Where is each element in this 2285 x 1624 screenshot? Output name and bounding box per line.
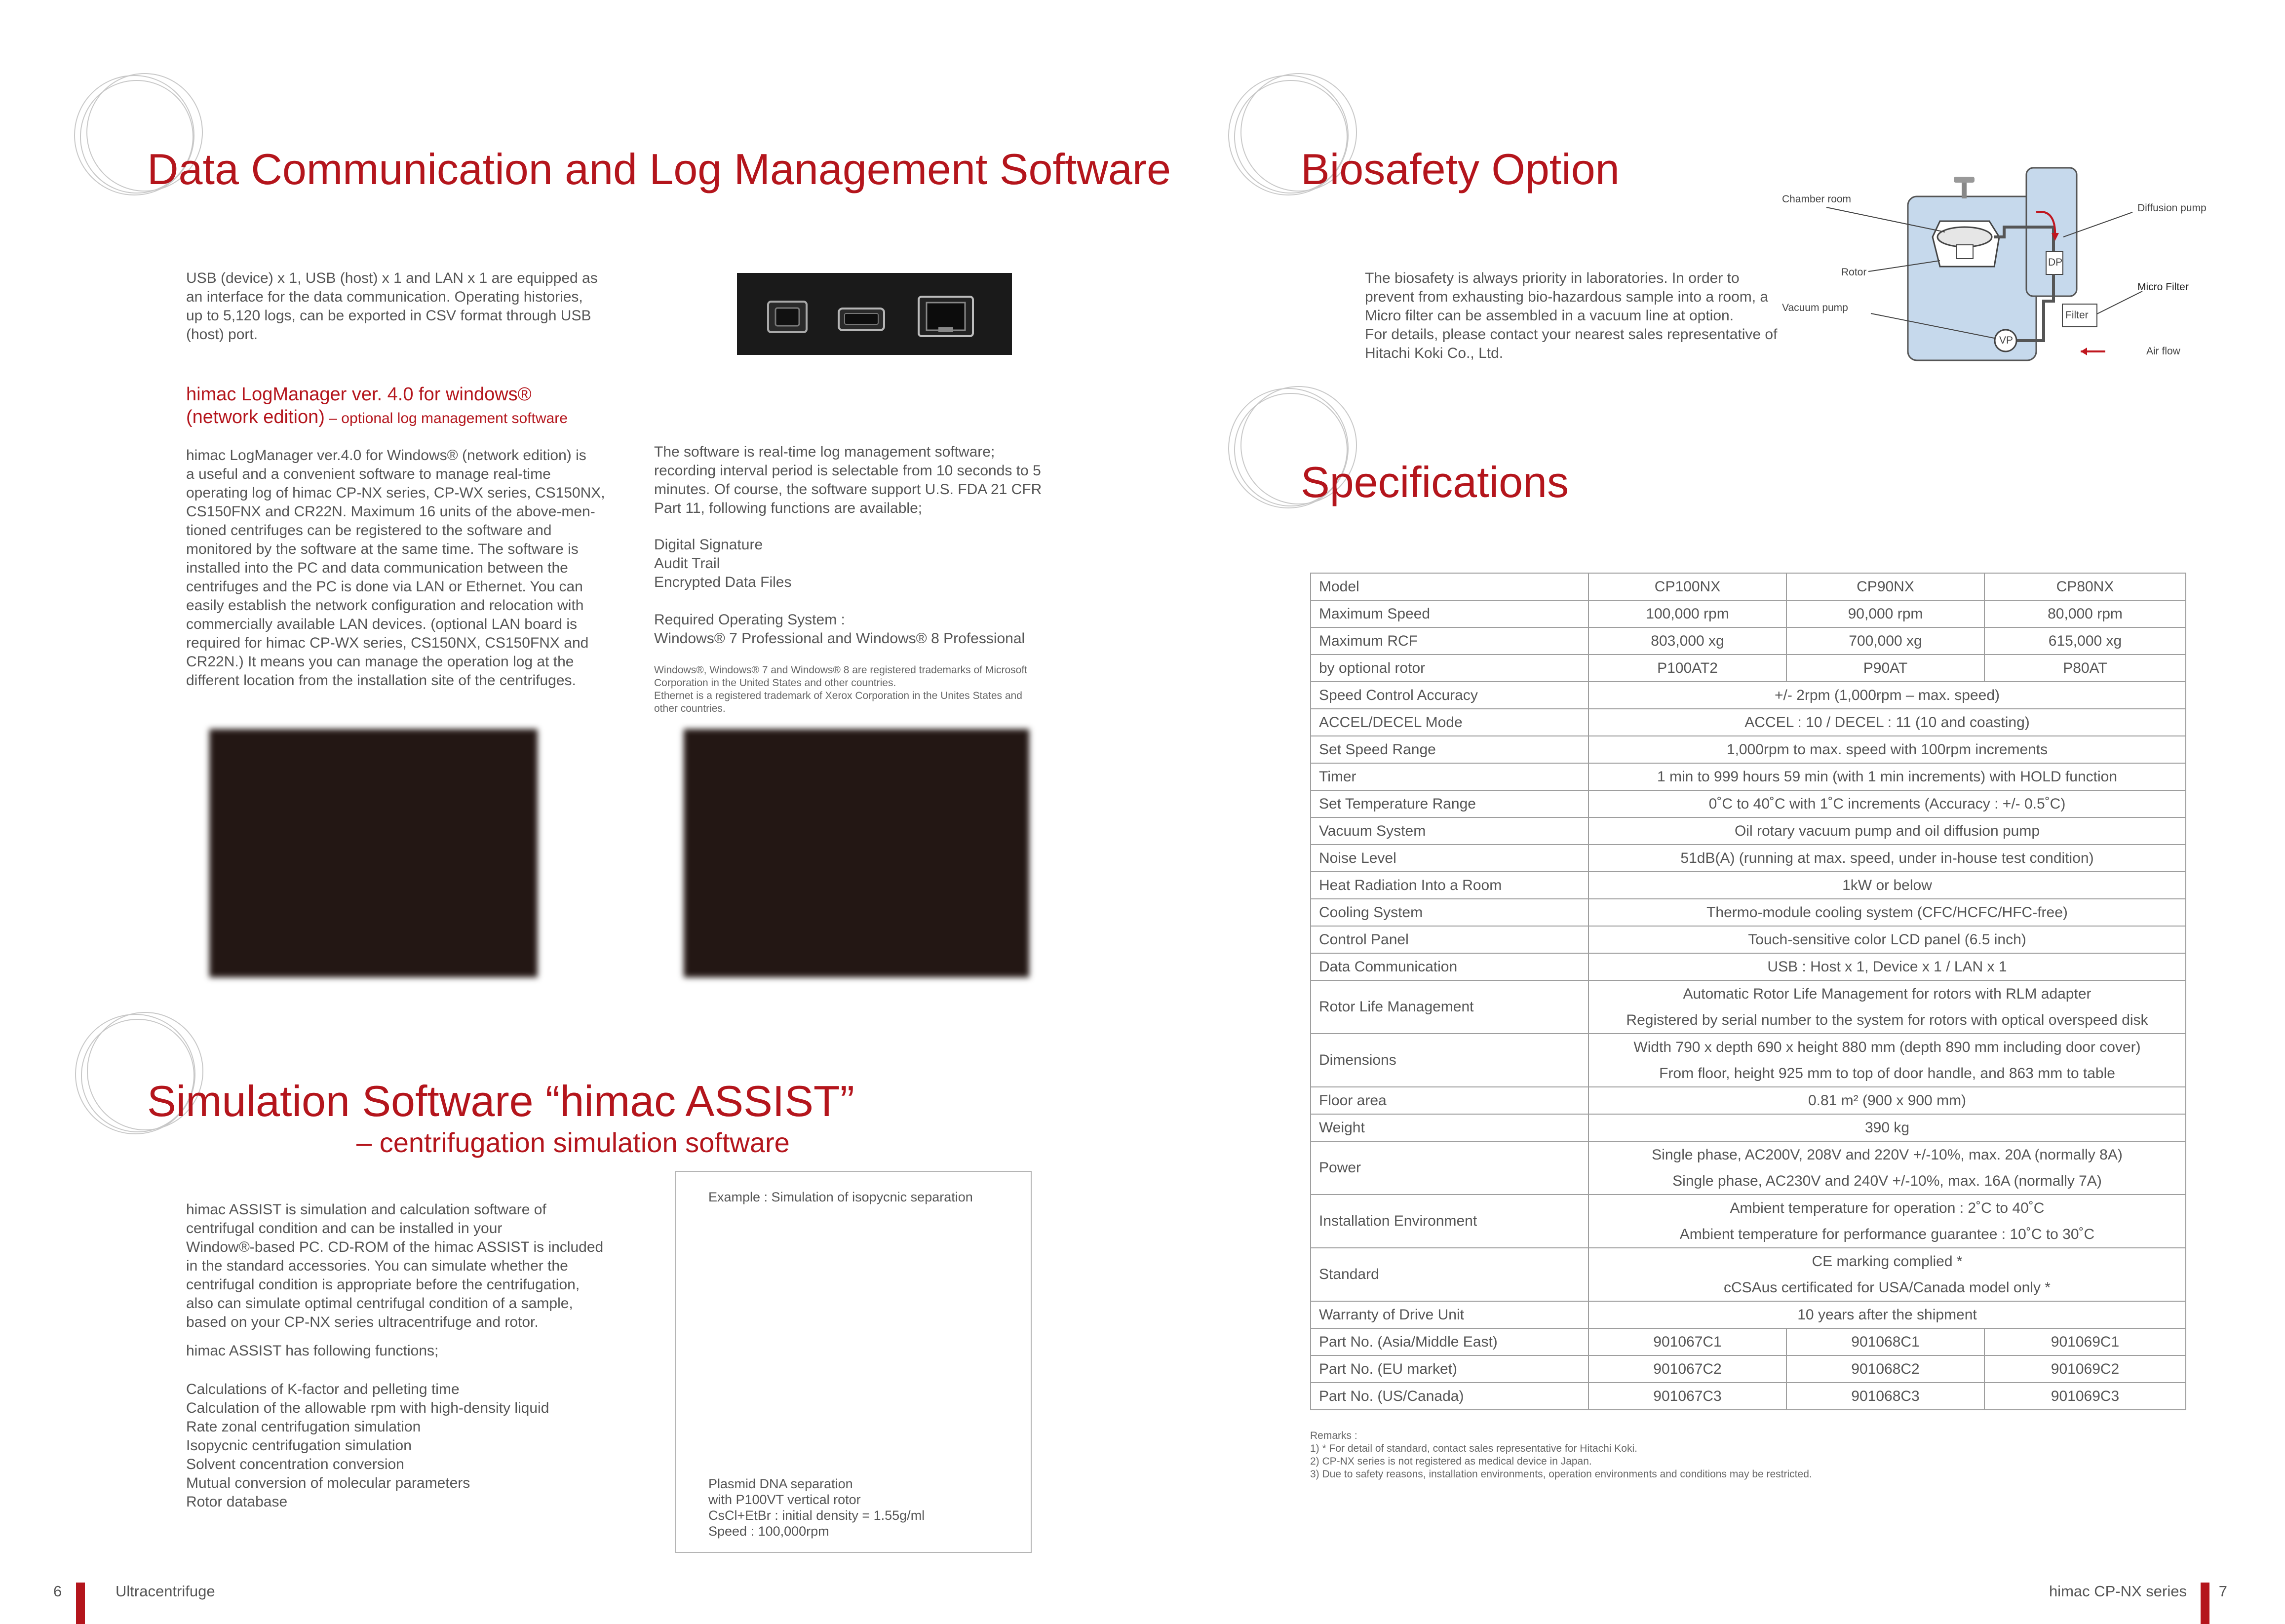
cell-line: cCSAus certificated for USA/Canada model only * — [1724, 1279, 2051, 1296]
table-row — [1311, 845, 2186, 872]
cell-line: Single phase, AC230V and 240V +/-10%, max. 16A (normally 7A) — [1672, 1173, 2102, 1189]
row-label: Vacuum System — [1311, 817, 1588, 845]
merged-cell — [1588, 1087, 2186, 1114]
spec-table — [1310, 573, 2186, 1410]
cell: 901067C2 — [1588, 1355, 1786, 1383]
footer-marker-right — [2201, 1583, 2209, 1624]
function-item: Isopycnic centrifugation simulation — [186, 1437, 412, 1454]
table-row — [1311, 1141, 2186, 1195]
page-number-left: 6 — [53, 1583, 62, 1600]
merged-cell — [1588, 1195, 2186, 1248]
cell-line: 10 years after the shipment — [1797, 1307, 1977, 1323]
merged-cell — [1588, 980, 2186, 1034]
table-row — [1311, 817, 2186, 845]
row-label: Maximum RCF — [1311, 627, 1588, 655]
page-number-right: 7 — [2218, 1583, 2227, 1600]
row-label: Set Temperature Range — [1311, 790, 1588, 817]
cell: 901068C2 — [1786, 1355, 1984, 1383]
function-item: Calculations of K-factor and pelleting time — [186, 1381, 460, 1397]
row-label: by optional rotor — [1311, 655, 1588, 682]
label-vacuum-pump: Vacuum pump — [1782, 302, 1848, 313]
assist-subtitle: – centrifugation simulation software — [356, 1127, 790, 1158]
table-row — [1311, 655, 2186, 682]
cell-line: Width 790 x depth 690 x height 880 mm (depth 890 mm including door cover) — [1633, 1039, 2141, 1055]
model-cell: CP100NX — [1588, 573, 1786, 600]
label-dp: DP — [2048, 257, 2063, 268]
footer-label-right: himac CP-NX series — [2049, 1583, 2187, 1600]
specs-title: Specifications — [1301, 458, 1569, 506]
merged-cell — [1588, 1301, 2186, 1328]
function-item: Audit Trail — [654, 555, 720, 572]
merged-cell — [1588, 845, 2186, 872]
os-label: Required Operating System : — [654, 612, 845, 628]
os-value: Windows® 7 Professional and Windows® 8 Professional — [654, 630, 1025, 647]
table-row — [1311, 1355, 2186, 1383]
cell-line: Ambient temperature for performance guarantee : 10˚C to 30˚C — [1679, 1226, 2095, 1242]
cell: 901067C3 — [1588, 1383, 1786, 1410]
usb-b-port-icon — [768, 302, 807, 332]
cell: 901068C1 — [1786, 1328, 1984, 1355]
merged-cell — [1588, 817, 2186, 845]
data-comm-title: Data Communication and Log Management Software — [147, 145, 1171, 193]
row-label: Data Communication — [1311, 953, 1588, 980]
label-diffusion-pump: Diffusion pump — [2137, 202, 2207, 214]
cell: 615,000 xg — [1984, 627, 2186, 655]
footer-right — [2039, 1583, 2246, 1612]
row-label: Set Speed Range — [1311, 736, 1588, 763]
cell: 80,000 rpm — [1984, 600, 2186, 627]
row-label: Timer — [1311, 763, 1588, 790]
trademark-note: Windows®, Windows® 7 and Windows® 8 are registered trademarks of Microsoft Corporation in the United States and other countries. Ethernet is a registered trademark of Xerox Corporation in the Unites States and other countries. — [654, 664, 1028, 714]
cell: 901069C1 — [1984, 1328, 2186, 1355]
table-row — [1311, 1328, 2186, 1355]
biosafety-body: The biosafety is always priority in laboratories. In order to prevent from exhausting bio-hazardous sample into a room, a Micro filter can be assembled in a vacuum line at option. For details, please contact your nearest sales representative of Hitachi Koki Co., Ltd. — [1365, 270, 1778, 361]
row-label: Noise Level — [1311, 845, 1588, 872]
cell: 90,000 rpm — [1786, 600, 1984, 627]
function-item: Solvent concentration conversion — [186, 1456, 404, 1472]
cell-line: 1kW or below — [1842, 877, 1932, 893]
cell-line: Automatic Rotor Life Management for rotors with RLM adapter — [1683, 986, 2091, 1002]
logmanager-body-left: himac LogManager ver.4.0 for Windows® (network edition) is a useful and a convenient software to manage real-time operating log of himac CP-NX series, CP-WX series, CS150NX, CS150FNX and CR22N. Maximum 16 units of the above-men- tioned centrifuges can be registered to the software and monitored by the software at the same time. The software is installed into the PC and data communication between the centrifuges and the PC is done via LAN or Ethernet. You can easily establish the network configuration and relocation with commercially available LAN devices. (optional LAN board is required for himac CP-WX series, CS150NX, CS150FNX and CR22N.) It means you can manage the operation log at the different location from the installation site of the centrifuges. — [186, 447, 605, 689]
merged-cell — [1588, 790, 2186, 817]
table-row — [1311, 682, 2186, 709]
biosafety-diagram — [1782, 163, 2241, 370]
table-row — [1311, 627, 2186, 655]
logmanager-functions — [654, 536, 791, 592]
merged-cell — [1588, 1034, 2186, 1087]
table-row — [1311, 872, 2186, 899]
function-item: Calculation of the allowable rpm with high-density liquid — [186, 1400, 549, 1416]
row-label: ACCEL/DECEL Mode — [1311, 709, 1588, 736]
row-label: Model — [1311, 573, 1588, 600]
merged-cell — [1588, 682, 2186, 709]
row-label: Heat Radiation Into a Room — [1311, 872, 1588, 899]
merged-cell — [1588, 1141, 2186, 1195]
label-micro-filter: Micro Filter — [2137, 281, 2189, 293]
row-label: Speed Control Accuracy — [1311, 682, 1588, 709]
row-label: Power — [1311, 1141, 1588, 1195]
cell: 901069C3 — [1984, 1383, 2186, 1410]
row-label: Weight — [1311, 1114, 1588, 1141]
port-photo — [737, 273, 1012, 355]
usb-a-port-icon — [839, 309, 884, 330]
cell: P90AT — [1786, 655, 1984, 682]
table-row — [1311, 709, 2186, 736]
cell-line: Registered by serial number to the system for rotors with optical overspeed disk — [1626, 1012, 2148, 1028]
example-caption: Plasmid DNA separation with P100VT vertical rotor CsCl+EtBr : initial density = 1.55g/ml Speed : 100,000rpm — [708, 1476, 925, 1539]
model-cell: CP80NX — [1984, 573, 2186, 600]
cell-line: Single phase, AC200V, 208V and 220V +/-10%, max. 20A (normally 8A) — [1652, 1147, 2123, 1163]
lan-port-icon — [919, 297, 973, 336]
table-row — [1311, 1114, 2186, 1141]
os-requirements — [654, 611, 1025, 648]
merged-cell — [1588, 926, 2186, 953]
row-label: Installation Environment — [1311, 1195, 1588, 1248]
example-box — [675, 1171, 1032, 1553]
cell: 901069C2 — [1984, 1355, 2186, 1383]
merged-cell — [1588, 899, 2186, 926]
row-label: Warranty of Drive Unit — [1311, 1301, 1588, 1328]
table-row — [1311, 1383, 2186, 1410]
function-item: Encrypted Data Files — [654, 574, 792, 590]
cell-line: 0˚C to 40˚C with 1˚C increments (Accuracy : +/- 0.5˚C) — [1708, 796, 2066, 812]
cell-line: Oil rotary vacuum pump and oil diffusion pump — [1734, 823, 2040, 839]
cell: 901067C1 — [1588, 1328, 1786, 1355]
merged-cell — [1588, 1248, 2186, 1301]
label-filter: Filter — [2065, 309, 2089, 321]
table-row — [1311, 899, 2186, 926]
merged-cell — [1588, 736, 2186, 763]
table-row — [1311, 1034, 2186, 1087]
cell-line: CE marking complied * — [1812, 1253, 1963, 1270]
cell-line: 1,000rpm to max. speed with 100rpm increments — [1726, 741, 2048, 758]
table-row — [1311, 926, 2186, 953]
example-label: Example : Simulation of isopycnic separation — [708, 1190, 973, 1204]
table-row — [1311, 573, 2186, 600]
logmanager-subtitle-line2: (network edition) – optional log management software — [186, 407, 568, 427]
table-row — [1311, 1195, 2186, 1248]
cell-line: 390 kg — [1864, 1120, 1910, 1136]
label-vp: VP — [1999, 335, 2014, 346]
table-row — [1311, 1087, 2186, 1114]
cell-line: +/- 2rpm (1,000rpm – max. speed) — [1774, 687, 2000, 703]
merged-cell — [1588, 872, 2186, 899]
logmanager-body-right: The software is real-time log management software; recording interval period is selectable from 10 seconds to 5 minutes. Of course, the software support U.S. FDA 21 CFR Part 11, following functions are available; — [654, 444, 1042, 516]
assist-body: himac ASSIST is simulation and calculation software of centrifugal condition and can be installed in your Window®-based PC. CD-ROM of the himac ASSIST is included in the standard accessories. You can simulate whether the centrifugal condition is appropriate before the centrifugation, also can simulate optimal centrifugal condition of a sample, based on your CP-NX series ultracentrifuge and rotor. — [186, 1201, 604, 1330]
merged-cell — [1588, 763, 2186, 790]
table-row — [1311, 1301, 2186, 1328]
row-label: Standard — [1311, 1248, 1588, 1301]
row-label: Dimensions — [1311, 1034, 1588, 1087]
cell-line: 0.81 m² (900 x 900 mm) — [1808, 1092, 1967, 1109]
cell-line: Touch-sensitive color LCD panel (6.5 inch) — [1748, 931, 2026, 948]
row-label: Cooling System — [1311, 899, 1588, 926]
cell-line: Thermo-module cooling system (CFC/HCFC/HFC-free) — [1706, 904, 2068, 921]
logmanager-subtitle — [186, 383, 630, 430]
model-cell: CP90NX — [1786, 573, 1984, 600]
row-label: Part No. (EU market) — [1311, 1355, 1588, 1383]
assist-functions — [186, 1380, 549, 1511]
cell: 700,000 xg — [1786, 627, 1984, 655]
cell-line: 1 min to 999 hours 59 min (with 1 min increments) with HOLD function — [1657, 769, 2118, 785]
merged-cell — [1588, 953, 2186, 980]
centrifuge-photo-right — [684, 729, 1029, 977]
cell-line: Ambient temperature for operation : 2˚C to 40˚C — [1730, 1200, 2045, 1216]
function-item: Rotor database — [186, 1494, 288, 1510]
assist-title: Simulation Software “himac ASSIST” — [147, 1077, 854, 1125]
table-row — [1311, 953, 2186, 980]
cell: 901068C3 — [1786, 1383, 1984, 1410]
cell-line: From floor, height 925 mm to top of door handle, and 863 mm to table — [1659, 1065, 2115, 1082]
row-label: Control Panel — [1311, 926, 1588, 953]
table-row — [1311, 600, 2186, 627]
cell: 100,000 rpm — [1588, 600, 1786, 627]
cell-line: USB : Host x 1, Device x 1 / LAN x 1 — [1767, 959, 2007, 975]
function-item: Digital Signature — [654, 537, 763, 553]
row-label: Maximum Speed — [1311, 600, 1588, 627]
biosafety-title: Biosafety Option — [1301, 145, 1620, 193]
function-item: Mutual conversion of molecular parameters — [186, 1475, 470, 1491]
footer-label-left: Ultracentrifuge — [116, 1583, 215, 1600]
footer-marker-left — [76, 1583, 85, 1624]
table-row — [1311, 736, 2186, 763]
cell: P80AT — [1984, 655, 2186, 682]
row-label: Part No. (US/Canada) — [1311, 1383, 1588, 1410]
function-item: Rate zonal centrifugation simulation — [186, 1419, 421, 1435]
table-row — [1311, 1248, 2186, 1301]
table-row — [1311, 790, 2186, 817]
merged-cell — [1588, 1114, 2186, 1141]
logmanager-subtitle-line1: himac LogManager ver. 4.0 for windows® — [186, 384, 532, 405]
table-row — [1311, 980, 2186, 1034]
label-chamber-room: Chamber room — [1782, 193, 1852, 205]
data-comm-intro: USB (device) x 1, USB (host) x 1 and LAN x 1 are equipped as an interface for the data communication. Operating histories, up to 5,120 logs, can be exported in CSV format through USB (host) port. — [186, 270, 598, 343]
merged-cell — [1588, 709, 2186, 736]
centrifuge-photo-left — [209, 729, 538, 977]
row-label: Rotor Life Management — [1311, 980, 1588, 1034]
cell: 803,000 xg — [1588, 627, 1786, 655]
row-label: Floor area — [1311, 1087, 1588, 1114]
cell: P100AT2 — [1588, 655, 1786, 682]
table-row — [1311, 763, 2186, 790]
label-rotor: Rotor — [1841, 267, 1867, 278]
cell-line: 51dB(A) (running at max. speed, under in-house test condition) — [1680, 850, 2094, 866]
label-air-flow: Air flow — [2146, 346, 2180, 357]
cell-line: ACCEL : 10 / DECEL : 11 (10 and coasting) — [1744, 714, 2030, 731]
assist-functions-intro: himac ASSIST has following functions; — [186, 1343, 439, 1359]
row-label: Part No. (Asia/Middle East) — [1311, 1328, 1588, 1355]
spec-remarks: Remarks : 1) * For detail of standard, contact sales representative for Hitachi Koki. 2) CP-NX series is not registered as medical device in Japan. 3) Due to safety reasons, installation environments, operation environments and conditions may be restricted. — [1310, 1430, 1812, 1480]
